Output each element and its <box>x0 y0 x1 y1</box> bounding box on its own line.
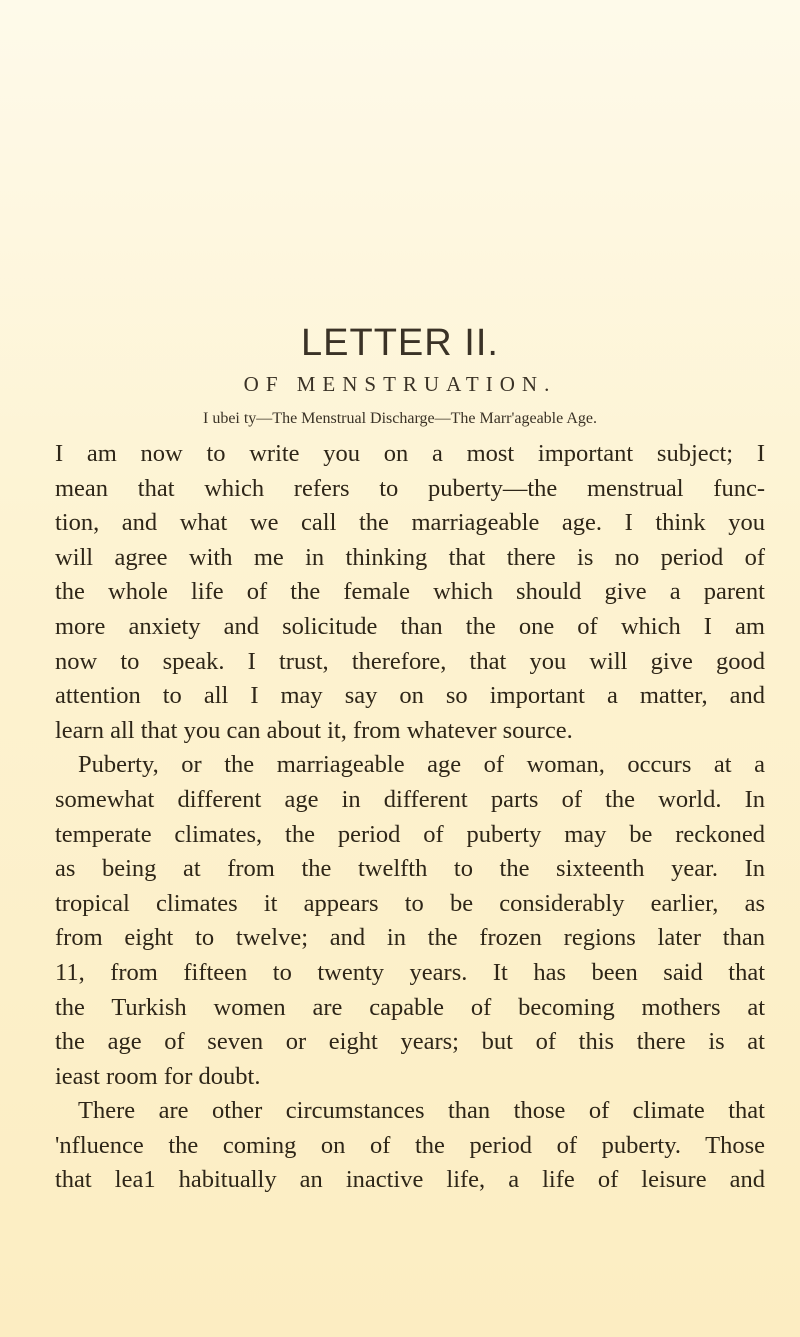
body-text <box>55 437 765 1198</box>
text-line: ieast room for doubt. <box>55 1062 261 1090</box>
text-line: will agree with me in thinking that there is no period of <box>55 543 765 571</box>
text-line: Puberty, or the marriageable age of woman, occurs at a <box>78 751 765 779</box>
text-line: from eight to twelve; and in the frozen regions later than <box>55 924 765 952</box>
text-line: mean that which refers to puberty—the menstrual func- <box>55 474 765 502</box>
text-line: now to speak. I trust, therefore, that you will give good <box>55 647 765 675</box>
text-line: attention to all I may say on so important a matter, and <box>55 682 765 710</box>
text-line: as being at from the twelfth to the sixteenth year. In <box>55 855 765 883</box>
chapter-subtitle: OF MENSTRUATION. <box>243 372 557 396</box>
text-line: the age of seven or eight years; but of this there is at <box>55 1028 765 1056</box>
text-line: the whole life of the female which should give a parent <box>55 578 765 606</box>
text-line: I am now to write you on a most important subject; I <box>55 440 765 467</box>
chapter-title: LETTER II. <box>301 322 499 364</box>
text-line: tropical climates it appears to be considerably earlier, as <box>55 889 765 917</box>
text-line: There are other circumstances than those of climate that <box>78 1097 765 1125</box>
text-line: learn all that you can about it, from whatever source. <box>55 716 573 744</box>
text-line: temperate climates, the period of puberty may be reckoned <box>55 820 765 848</box>
chapter-summary: I ubei ty—The Menstrual Discharge—The Marr'ageable Age. <box>202 410 597 427</box>
text-line: more anxiety and solicitude than the one of which I am <box>55 612 765 640</box>
text-line: 'nfluence the coming on of the period of puberty. Those <box>55 1131 765 1159</box>
text-line: somewhat different age in different parts of the world. In <box>55 785 765 813</box>
text-line: the Turkish women are capable of becoming mothers at <box>55 993 765 1021</box>
text-line: that lea1 habitually an inactive life, a life of leisure and <box>55 1166 765 1194</box>
text-line: tion, and what we call the marriageable age. I think you <box>55 509 765 537</box>
text-line: 11, from fifteen to twenty years. It has been said that <box>55 958 765 986</box>
